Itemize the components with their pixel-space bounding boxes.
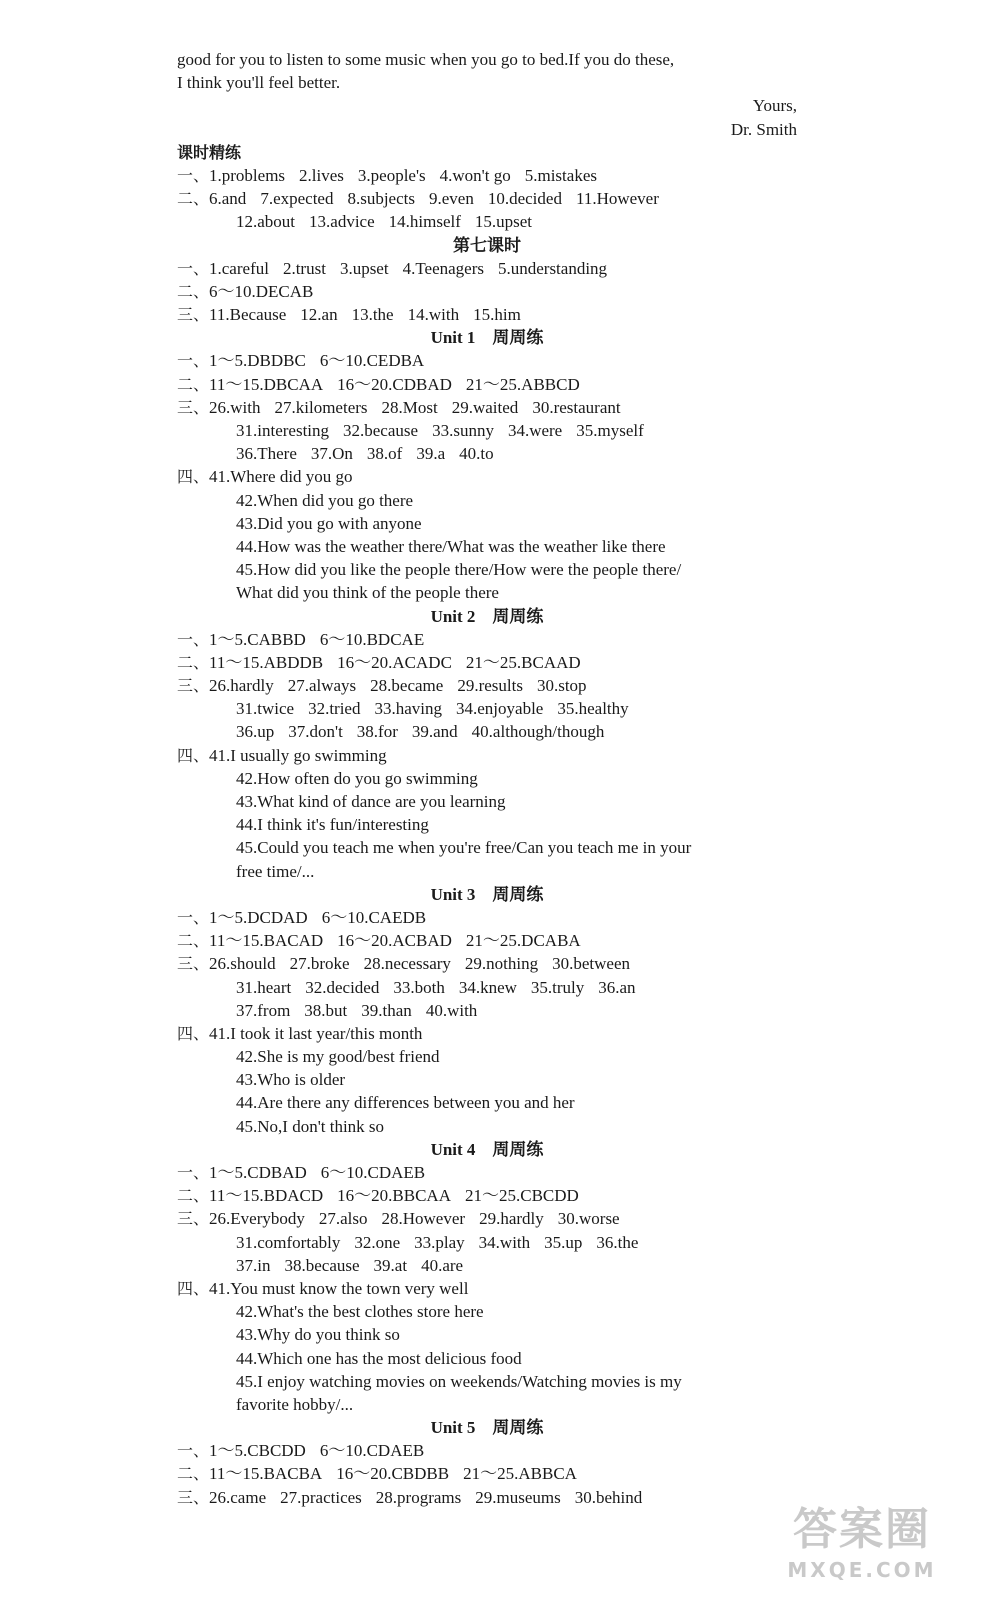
answer-line <box>177 512 797 535</box>
answer-item: 6～10.CDAEB <box>320 1163 426 1182</box>
answer-item: 36.an <box>598 977 636 997</box>
site-watermark <box>747 1502 977 1594</box>
answer-line <box>177 952 797 975</box>
part-number: 三、 <box>177 1487 210 1507</box>
answer-line <box>177 164 797 187</box>
answer-item: 38.of <box>366 444 403 464</box>
answer-item: 31.heart <box>236 977 292 997</box>
answer-line <box>177 1045 797 1068</box>
answer-item: 43.Did you go with anyone <box>236 513 422 533</box>
answer-item: 11～15.BACAD <box>209 931 324 951</box>
answer-item: 27.broke <box>289 954 350 974</box>
answer-item: 37.from <box>236 1000 291 1020</box>
part-number: 三、 <box>177 397 210 417</box>
answer-item: 41.You must know the town very well <box>209 1278 469 1298</box>
part-number: 三、 <box>177 305 210 325</box>
letter-closing: Yours, <box>752 96 797 116</box>
answer-item: 12.about <box>236 212 296 232</box>
answer-item: 28.Most <box>381 397 438 417</box>
answer-line <box>177 1300 797 1323</box>
answer-item: 21～25.BCAAD <box>465 652 581 672</box>
answer-item: 4.Teenagers <box>402 258 484 278</box>
part-number: 二、 <box>177 281 210 301</box>
answer-item: 39.at <box>373 1255 408 1275</box>
answer-line <box>177 674 797 697</box>
answer-item: 36.up <box>236 722 275 742</box>
unit-title: Unit 4 周周练 <box>430 1139 544 1159</box>
part-number: 二、 <box>177 652 210 672</box>
answer-line <box>177 1161 797 1184</box>
answer-item: 28.necessary <box>363 954 451 974</box>
answer-item: 8.subjects <box>347 189 415 209</box>
answer-item: 33.play <box>414 1232 465 1252</box>
answer-line <box>177 1323 797 1346</box>
answer-line <box>177 651 797 674</box>
answer-line <box>177 976 797 999</box>
answer-line <box>177 1022 797 1045</box>
answer-item: 4.won't go <box>439 165 511 185</box>
answer-page <box>177 48 797 1509</box>
answer-item: 35.myself <box>576 421 644 440</box>
answer-item: 44.I think it's fun/interesting <box>236 815 429 835</box>
answer-item: 30.worse <box>557 1209 620 1229</box>
answer-item: 6.and <box>209 189 247 209</box>
answer-item: 31.comfortably <box>236 1232 341 1252</box>
answer-item: 1～5.CDBAD <box>209 1163 307 1182</box>
part-number: 二、 <box>177 1186 210 1206</box>
answer-item: 6～10.CEDBA <box>319 351 425 371</box>
answer-item: 1.problems <box>209 165 286 185</box>
answer-item: 26.hardly <box>209 676 274 696</box>
answer-item: 1.careful <box>209 258 269 278</box>
answer-item: 41.I usually go swimming <box>209 745 387 765</box>
answer-item: 35.truly <box>530 977 585 997</box>
answer-item: 28.However <box>381 1209 466 1229</box>
answer-line <box>177 465 797 488</box>
answer-item: 33.sunny <box>432 421 494 440</box>
answer-item: 45.How did you like the people there/How were the people there/ <box>236 560 682 580</box>
answer-item: 16～20.ACBAD <box>337 931 452 951</box>
answer-item: 1～5.CABBD <box>209 629 306 649</box>
answer-line <box>177 489 797 512</box>
letter-line: good for you to listen to some music when you go to bed.If you do these, <box>177 50 675 69</box>
part-number: 二、 <box>177 931 210 951</box>
answer-line <box>177 1184 797 1207</box>
letter-line: I think you'll feel better. <box>177 73 341 93</box>
answer-item: 34.enjoyable <box>456 699 544 719</box>
answer-line <box>177 1370 797 1393</box>
answer-item: 16～20.ACADC <box>337 652 452 672</box>
answer-line <box>177 1347 797 1370</box>
answer-item: 9.even <box>429 189 474 209</box>
answer-item: 13.the <box>351 305 394 325</box>
answer-item: 16～20.CBDBB <box>336 1464 450 1484</box>
section-title: 课时精练 <box>177 142 242 162</box>
answer-line <box>177 813 797 836</box>
part-number: 四、 <box>177 1278 210 1298</box>
answer-item: 33.having <box>374 699 443 719</box>
answer-line <box>177 1439 797 1462</box>
answer-line <box>177 999 797 1022</box>
answer-item: 29.museums <box>475 1487 561 1507</box>
answer-item: 1～5.CBCDD <box>209 1441 306 1461</box>
answer-item: 39.a <box>416 444 446 464</box>
answer-line <box>177 1277 797 1300</box>
answer-item: 2.lives <box>299 165 344 185</box>
answer-line <box>177 558 797 581</box>
answer-line <box>177 1231 797 1254</box>
answer-item: 27.also <box>318 1209 368 1229</box>
answer-item: 37.don't <box>288 722 343 742</box>
answer-item: 37.in <box>236 1255 271 1275</box>
answer-item: 16～20.BBCAA <box>337 1186 451 1206</box>
answer-item: favorite hobby/... <box>236 1394 354 1414</box>
answer-item: 30.restaurant <box>532 397 621 417</box>
part-number: 二、 <box>177 374 210 394</box>
answer-item: 30.behind <box>574 1487 643 1507</box>
answer-line <box>177 581 797 604</box>
answer-line <box>177 929 797 952</box>
answer-item: 41.I took it last year/this month <box>209 1023 423 1043</box>
answer-item: 6～10.CAEDB <box>321 907 427 927</box>
answer-item: 6～10.BDCAE <box>319 629 425 649</box>
answer-item: 27.kilometers <box>274 397 368 417</box>
answer-line <box>177 419 797 442</box>
answer-item: 32.tried <box>308 699 361 719</box>
answer-item: 6～10.CDAEB <box>319 1441 425 1461</box>
answer-line <box>177 210 797 233</box>
unit-title: Unit 1 周周练 <box>430 328 544 348</box>
answer-line <box>177 535 797 558</box>
answer-line <box>177 396 797 419</box>
answer-item: 42.How often do you go swimming <box>236 768 478 788</box>
answer-item: 36.the <box>596 1232 639 1252</box>
answer-line <box>177 1207 797 1230</box>
answer-item: 26.came <box>209 1487 267 1507</box>
answer-line <box>177 1462 797 1485</box>
part-number: 一、 <box>177 258 210 278</box>
answer-item: 43.Who is older <box>236 1070 346 1090</box>
answer-item: 32.because <box>343 421 419 440</box>
answer-line <box>177 257 797 280</box>
answer-item: 11～15.BACBA <box>209 1464 323 1484</box>
answer-item: 21～25.ABBCA <box>463 1464 577 1484</box>
answer-item: 44.How was the weather there/What was the weather like there <box>236 536 666 556</box>
answer-item: 35.up <box>544 1232 583 1252</box>
answer-item: 14.with <box>407 305 460 325</box>
part-number: 四、 <box>177 745 210 765</box>
answer-item: 29.results <box>457 676 523 696</box>
answer-item: 6～10.DECAB <box>209 281 314 301</box>
answer-item: 11～15.ABDDB <box>209 652 324 672</box>
answer-item: 29.nothing <box>464 954 539 974</box>
answer-item: 3.upset <box>339 258 389 278</box>
answer-item: 11.However <box>575 189 659 209</box>
unit-title: Unit 5 周周练 <box>430 1418 544 1438</box>
answer-item: 40.with <box>425 1000 478 1020</box>
answer-line <box>177 1486 797 1509</box>
answer-item: 36.There <box>236 444 297 464</box>
answer-item: 27.always <box>287 676 357 696</box>
answer-line <box>177 767 797 790</box>
answer-item: 11～15.DBCAA <box>209 374 324 394</box>
answer-item: 34.were <box>507 421 563 440</box>
answer-line <box>177 860 797 883</box>
answer-item: 28.programs <box>375 1487 462 1507</box>
answer-item: 11～15.BDACD <box>209 1186 324 1206</box>
answer-item: 5.understanding <box>497 258 608 278</box>
part-number: 三、 <box>177 1209 210 1229</box>
answer-item: 43.Why do you think so <box>236 1325 400 1345</box>
answer-item: 32.decided <box>305 977 380 997</box>
answer-item: 21～25.ABBCD <box>465 374 580 394</box>
part-number: 一、 <box>177 351 210 371</box>
answer-line <box>177 720 797 743</box>
part-number: 一、 <box>177 907 210 927</box>
answer-item: 44.Which one has the most delicious food <box>236 1348 522 1368</box>
answer-item: 10.decided <box>487 189 562 209</box>
answer-item: 38.but <box>304 1000 348 1020</box>
answer-item: 30.stop <box>536 676 587 696</box>
part-number: 三、 <box>177 676 210 696</box>
answer-line <box>177 744 797 767</box>
answer-line <box>177 697 797 720</box>
answer-item: 31.interesting <box>236 421 330 440</box>
answer-item: 40.although/though <box>471 722 605 742</box>
part-number: 四、 <box>177 467 210 487</box>
answer-item: 15.him <box>473 305 521 325</box>
answer-line <box>177 1115 797 1138</box>
answer-item: 38.for <box>356 722 398 742</box>
answer-line <box>177 1068 797 1091</box>
answer-line <box>177 906 797 929</box>
watermark-url: MXQE.COM <box>787 1558 937 1582</box>
unit-title: Unit 2 周周练 <box>430 606 544 626</box>
section-title: 第七课时 <box>453 235 521 255</box>
answer-item: 31.twice <box>236 699 295 719</box>
letter-signature: Dr. Smith <box>730 119 797 139</box>
answer-item: 30.between <box>552 954 630 974</box>
answer-line <box>177 442 797 465</box>
answer-item: 15.upset <box>474 212 533 232</box>
answer-item: 26.Everybody <box>209 1209 305 1229</box>
unit-title: Unit 3 周周练 <box>430 884 544 904</box>
answer-item: 11.Because <box>209 305 287 325</box>
answer-item: 28.became <box>370 676 444 696</box>
part-number: 一、 <box>177 629 210 649</box>
answer-item: 45.Could you teach me when you're free/Can you teach me in your <box>236 838 692 858</box>
part-number: 一、 <box>177 1163 210 1182</box>
answer-item: 13.advice <box>309 212 375 232</box>
answer-line <box>177 349 797 372</box>
answer-line <box>177 790 797 813</box>
answer-item: 26.with <box>209 397 261 417</box>
answer-line <box>177 303 797 326</box>
watermark-logo: 答案圈 <box>793 1504 931 1555</box>
answer-line <box>177 280 797 303</box>
part-number: 二、 <box>177 189 210 209</box>
answer-item: 45.No,I don't think so <box>236 1116 385 1136</box>
answer-item: 44.Are there any differences between you and her <box>236 1093 575 1113</box>
answer-line <box>177 836 797 859</box>
answer-item: 21～25.DCABA <box>465 931 581 951</box>
answer-item: 7.expected <box>260 189 334 209</box>
answer-item: 42.She is my good/best friend <box>236 1047 440 1067</box>
answer-item: 34.with <box>478 1232 531 1252</box>
answer-item: 39.than <box>361 1000 412 1020</box>
answer-item: 29.hardly <box>479 1209 544 1229</box>
answer-item: 16～20.CDBAD <box>337 374 452 394</box>
part-number: 三、 <box>177 954 210 974</box>
answer-item: 32.one <box>354 1232 401 1252</box>
answer-item: 1～5.DCDAD <box>209 907 308 927</box>
answer-item: 5.mistakes <box>524 165 597 185</box>
answer-item: 37.On <box>310 444 353 464</box>
answer-line <box>177 628 797 651</box>
answer-item: 35.healthy <box>557 699 629 719</box>
answer-line <box>177 1254 797 1277</box>
answer-line <box>177 187 797 210</box>
answer-line <box>177 1393 797 1416</box>
answer-item: 42.What's the best clothes store here <box>236 1302 484 1322</box>
part-number: 一、 <box>177 165 210 185</box>
answer-item: 38.because <box>284 1255 360 1275</box>
answer-item: 2.trust <box>282 258 326 278</box>
answer-line <box>177 1091 797 1114</box>
answer-item: 34.knew <box>458 977 517 997</box>
part-number: 二、 <box>177 1464 210 1484</box>
answer-item: 21～25.CBCDD <box>464 1186 579 1206</box>
answer-item: 1～5.DBDBC <box>209 351 306 371</box>
answer-line <box>177 373 797 396</box>
answer-item: 3.people's <box>357 165 426 185</box>
answer-item: 45.I enjoy watching movies on weekends/Watching movies is my <box>236 1371 682 1391</box>
answer-item: 40.to <box>459 444 494 464</box>
answer-item: 43.What kind of dance are you learning <box>236 792 506 811</box>
part-number: 四、 <box>177 1023 210 1043</box>
answer-item: 41.Where did you go <box>209 467 353 487</box>
answer-item: 42.When did you go there <box>236 490 414 510</box>
answer-item: 12.an <box>300 305 338 325</box>
answer-item: 39.and <box>411 722 458 742</box>
answer-item: 14.himself <box>388 212 461 232</box>
answer-item: 26.should <box>209 954 276 974</box>
answer-item: 40.are <box>421 1255 464 1275</box>
answer-item: free time/... <box>236 861 315 881</box>
answer-item: What did you think of the people there <box>236 583 499 603</box>
answer-item: 29.waited <box>451 397 519 417</box>
answer-item: 27.practices <box>280 1487 362 1507</box>
part-number: 一、 <box>177 1441 210 1461</box>
answer-item: 33.both <box>393 977 445 997</box>
